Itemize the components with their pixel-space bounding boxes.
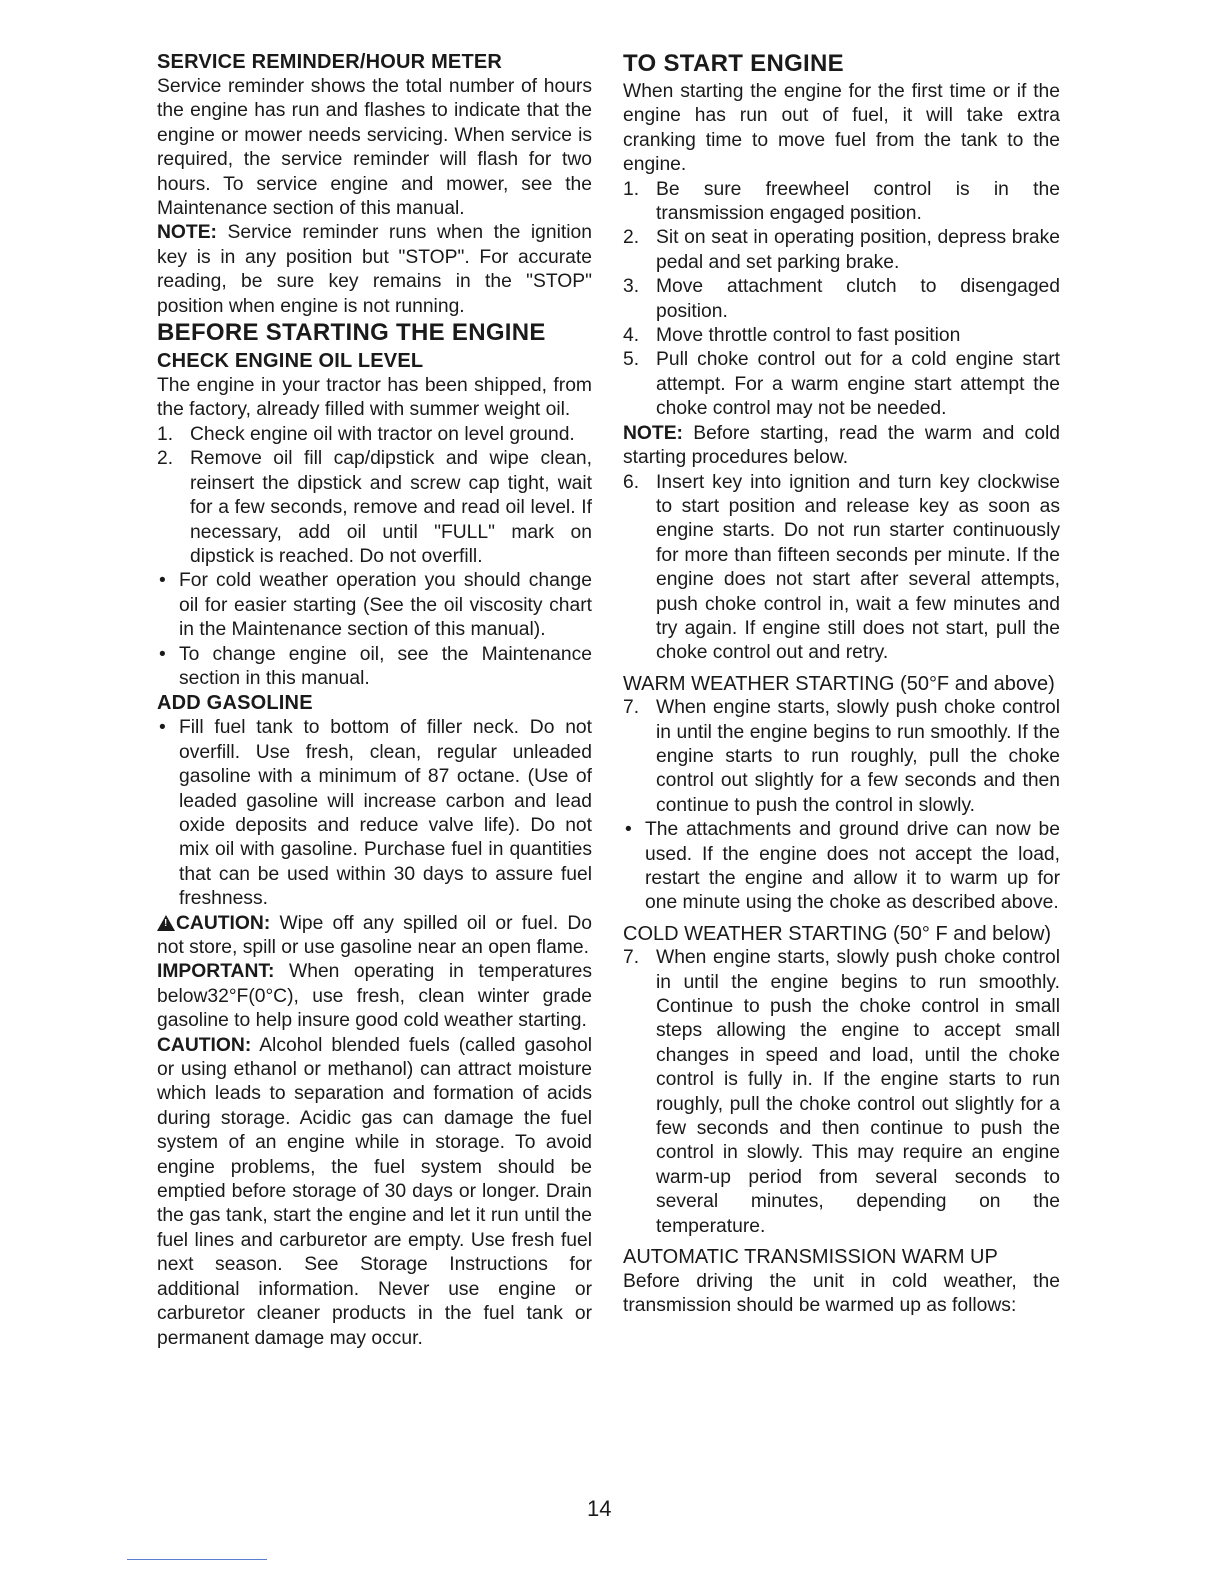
check-oil-heading: CHECK ENGINE OIL LEVEL (157, 350, 424, 373)
list-item (623, 324, 1060, 348)
list-item (623, 178, 1060, 227)
step-text: When engine starts, slowly push choke control in until the engine begins to run smoothly. Continue to push the choke control in small steps allowing the engine to accept small changes in speed and load, until the choke control is fully in. If the engine starts to run roughly, pull the choke control out slightly for a few seconds and then continue to push the control in slowly. This may require an engine warm-up period from several seconds to several minutes, depending on the temperature. (656, 947, 1060, 1237)
list-item (623, 471, 1060, 666)
step-number: 4. (623, 325, 640, 347)
auto-transmission-text: Before driving the unit in cold weather, the transmission should be warmed up as follows: (623, 1270, 1060, 1316)
bullet-text: The attachments and ground drive can now be used. If the engine does not accept the load, restart the engine and allow it to warm up for one minute using the choke as described above. (645, 819, 1060, 914)
footer-rule (127, 1559, 267, 1560)
step-number: 1. (623, 178, 640, 200)
auto-transmission-heading: AUTOMATIC TRANSMISSION WARM UP (623, 1246, 998, 1269)
caution-alcohol (157, 1034, 592, 1351)
before-starting-heading: BEFORE STARTING THE ENGINE (157, 319, 546, 347)
warm-steps-list (623, 696, 1060, 818)
note-label: NOTE: (623, 422, 683, 444)
list-item (623, 818, 1060, 916)
cold-steps-list (623, 946, 1060, 1239)
to-start-engine-heading: TO START ENGINE (623, 50, 844, 77)
list-item (623, 275, 1060, 324)
note-label: NOTE: (157, 222, 217, 244)
list-item (157, 569, 592, 642)
list-item (623, 226, 1060, 275)
to-start-engine-text: When starting the engine for the first time or if the engine has run out of fuel, it will take extra cranking time to move fuel from the tank to the engine. (623, 81, 1060, 176)
step-number: 3. (623, 276, 640, 298)
step-text: Pull choke control out for a cold engine start attempt. For a warm engine start attempt the choke control may not be needed. (656, 349, 1060, 420)
bullet-icon: • (159, 570, 166, 592)
page-number: 14 (587, 1496, 612, 1521)
caution-spill (157, 912, 592, 961)
warning-triangle-icon (157, 915, 175, 931)
bullet-text: For cold weather operation you should change oil for easier starting (See the oil viscosity chart in the Maintenance section of this manual). (179, 570, 592, 641)
step-text: Check engine oil with tractor on level ground. (190, 423, 575, 445)
bullet-icon: • (159, 717, 166, 739)
oil-bullets-list (157, 569, 592, 691)
step-text: Sit on seat in operating position, depress brake pedal and set parking brake. (656, 227, 1060, 273)
step-text: Remove oil fill cap/dipstick and wipe clean, reinsert the dipstick and screw cap tight, wait for a few seconds, remove and read oil level. If necessary, add oil until "FULL" mark on dipstick is reached. Do not overfill. (190, 448, 592, 567)
step-number: 2. (157, 448, 174, 470)
list-item (623, 348, 1060, 421)
caution-label: CAUTION: (157, 1034, 252, 1056)
list-item (623, 946, 1060, 1239)
service-reminder-text: Service reminder shows the total number of hours the engine has run and flashes to indicate that the engine or mower needs servicing. When service is required, the service reminder will flash for two hours. To service engine and mower, see the Maintenance section of this manual. (157, 76, 592, 220)
caution-label: CAUTION: (176, 912, 271, 934)
list-item (157, 643, 592, 692)
note-text: Before starting, read the warm and cold starting procedures below. (623, 422, 1061, 469)
bullet-icon: • (625, 819, 632, 841)
gasoline-bullets-list (157, 716, 592, 911)
note-text: Service reminder runs when the ignition key is in any position but "STOP". For accurate reading, be sure key remains in the "STOP" position when engine is not running. (157, 222, 593, 317)
list-item (623, 696, 1060, 818)
step-number: 1. (157, 423, 174, 445)
warm-weather-heading: WARM WEATHER STARTING (50°F and above) (623, 672, 1055, 695)
important-label: IMPORTANT: (157, 961, 275, 983)
left-column (157, 50, 592, 1351)
warm-bullets-list (623, 818, 1060, 916)
bullet-icon: • (159, 643, 166, 665)
step-text: Move throttle control to fast position (656, 325, 961, 347)
service-note (157, 221, 592, 319)
list-item (157, 447, 592, 569)
right-column (623, 50, 1060, 1318)
cold-weather-heading: COLD WEATHER STARTING (50° F and below) (623, 922, 1052, 945)
bullet-text: Fill fuel tank to bottom of filler neck. Do not overfill. Use fresh, clean, regular unleaded gasoline with a minimum of 87 octane. (Use of leaded gasoline will increase carbon and lead oxide deposits and reduce valve life). Do not mix oil with gasoline. Purchase fuel in quantities that can be used within 30 days to assure fuel freshness. (179, 717, 592, 910)
service-reminder-heading: SERVICE REMINDER/HOUR METER (157, 51, 503, 73)
list-item (157, 716, 592, 911)
step-text: Insert key into ignition and turn key clockwise to start position and release key as soon as engine starts. Do not run starter continuously for more than fifteen seconds per minute. If the engine does not start after several attempts, push choke control in, wait a few minutes and try again. If engine still does not start, pull the choke control out and retry. (656, 471, 1060, 664)
step-text: When engine starts, slowly push choke control in until the engine begins to run smoothly. If the engine starts to run roughly, pull the choke control out slightly for a few seconds and then continue to push the control in slowly. (656, 697, 1060, 816)
important-text: When operating in temperatures below32°F(0°C), use fresh, clean winter grade gasoline to help insure good cold weather starting. (157, 961, 592, 1032)
step-number: 2. (623, 227, 640, 249)
check-oil-text: The engine in your tractor has been shipped, from the factory, already filled with summer weight oil. (157, 375, 592, 421)
step-text: Be sure freewheel control is in the transmission engaged position. (656, 178, 1060, 225)
start-step6-list (623, 471, 1060, 666)
oil-steps-list (157, 423, 592, 569)
caution-text: Wipe off any spilled oil or fuel. Do not store, spill or use gasoline near an open flame. (157, 912, 593, 958)
caution-text: Alcohol blended fuels (called gasohol or using ethanol or methanol) can attract moisture which leads to separation and formation of acids during storage. Acidic gas can damage the fuel system of an engine while in storage. To avoid engine problems, the fuel system should be emptied before storage of 30 days or longer. Drain the gas tank, start the engine and let it run until the fuel lines and carburetor are empty. Use fresh fuel next season. See Storage Instructions for additional information. Never use engine or carburetor cleaner products in the fuel tank or permanent damage may occur. (157, 1034, 593, 1349)
start-note (623, 422, 1060, 471)
step-text: Move attachment clutch to disengaged position. (656, 276, 1060, 322)
list-item (157, 423, 592, 447)
step-number: 7. (623, 947, 640, 969)
step-number: 6. (623, 471, 640, 493)
step-number: 7. (623, 697, 640, 719)
add-gasoline-heading: ADD GASOLINE (157, 692, 313, 715)
important-note (157, 960, 592, 1033)
start-steps-list (623, 178, 1060, 422)
bullet-text: To change engine oil, see the Maintenance section in this manual. (179, 643, 592, 689)
step-number: 5. (623, 349, 640, 371)
